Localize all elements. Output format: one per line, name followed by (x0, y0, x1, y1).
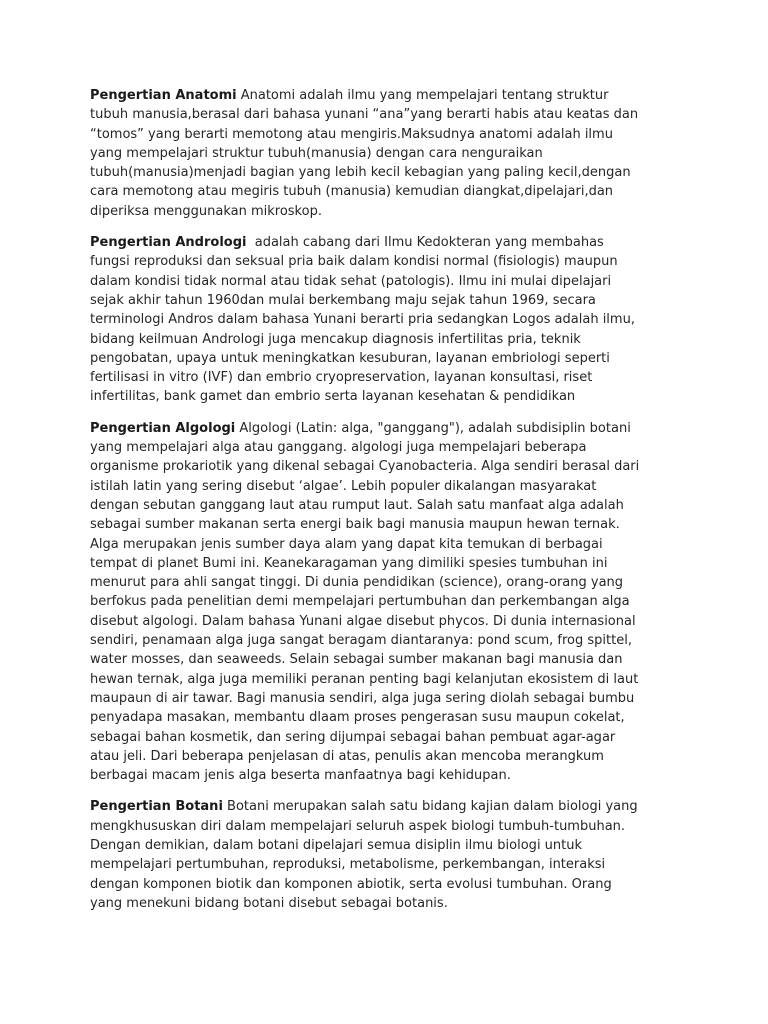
body-text-line: menurut para ahli sangat tinggi. Di dunia pendidikan (science), orang-orang yang (90, 575, 624, 591)
body-text-line: water mosses, dan seaweeds. Selain sebagai sumber makanan bagi manusia dan (90, 652, 623, 668)
body-text-line: sejak akhir tahun 1960dan mulai berkembang maju sejak tahun 1969, secara (90, 292, 596, 308)
body-text-line: adalah cabang dari Ilmu Kedokteran yang membahas (246, 235, 604, 251)
body-text-line: Alga merupakan jenis sumber daya alam yang dapat kita temukan di berbagai (90, 536, 603, 552)
body-text-line: dalam kondisi tidak normal atau tidak sehat (patologis). Ilmu ini mulai dipelajari (90, 273, 612, 289)
body-text-line: berfokus pada penelitian demi mempelajari pertumbuhan dan perkembangan alga (90, 594, 630, 610)
body-text-line: organisme prokariotik yang dikenal sebagai Cyanobacteria. Alga sendiri berasal dari (90, 459, 640, 475)
paragraph-first-line (90, 86, 690, 105)
paragraph-botani (90, 797, 690, 913)
heading-botani: Pengertian Botani (90, 799, 223, 815)
body-text-line: fungsi reproduksi dan seksual pria baik dalam kondisi normal (fisiologis) maupun (90, 254, 618, 270)
body-text-line: yang menekuni bidang botani disebut sebagai botanis. (90, 895, 448, 911)
heading-anatomi: Pengertian Anatomi (90, 88, 237, 103)
body-text-line: sebagai sumber makanan serta energi baik bagi manusia maupun hewan ternak. (90, 517, 620, 533)
document-page (90, 86, 690, 925)
paragraph-first-line (90, 233, 690, 252)
body-text-line: berbagai macam jenis alga beserta manfaatnya bagi kehidupan. (90, 768, 511, 784)
body-text-line: sebagai bahan kosmetik, dan sering dijumpai sebagai bahan pembuat agar-agar (90, 729, 616, 745)
body-text-line: penyadapa masakan, membantu dlaam proses pengerasan susu maupun cokelat, (90, 710, 625, 726)
body-text-line: infertilitas, bank gamet dan embrio serta layanan kesehatan & pendidikan (90, 389, 576, 405)
body-text-line: maupaun di air tawar. Bagi manusia sendiri, alga juga sering diolah sebagai bumbu (90, 690, 635, 706)
paragraph-andrologi (90, 233, 690, 407)
body-text-line: yang mempelajari alga atau ganggang. algologi juga mempelajari beberapa (90, 440, 587, 456)
heading-andrologi: Pengertian Andrologi (90, 235, 247, 251)
body-text-line: Dengan demikian, dalam botani dipelajari semua disiplin ilmu biologi untuk (90, 837, 583, 853)
body-text-line: yang mempelajari struktur tubuh(manusia) dengan cara nenguraikan (90, 145, 543, 161)
body-text-line: fertilisasi in vitro (IVF) dan embrio cryopreservation, layanan konsultasi, riset (90, 370, 593, 386)
paragraph-algologi (90, 419, 690, 786)
body-text-line: mengkhususkan diri dalam mempelajari seluruh aspek biologi tumbuh-tumbuhan. (90, 818, 626, 834)
body-text-line: atau jeli. Dari beberapa penjelasan di atas, penulis akan mencoba merangkum (90, 748, 604, 764)
body-text-line: bidang keilmuan Andrologi juga mencakup diagnosis infertilitas pria, teknik (90, 331, 581, 347)
body-text-line: disebut algologi. Dalam bahasa Yunani algae disebut phycos. Di dunia internasional (90, 613, 636, 629)
body-text-line: tubuh manusia,berasal dari bahasa yunani “ana”yang berarti habis atau keatas dan (90, 107, 639, 123)
body-text-line: dengan sebutan ganggang laut atau rumput laut. Salah satu manfaat alga adalah (90, 497, 624, 513)
body-text-line: Botani merupakan salah satu bidang kajian dalam biologi yang (222, 799, 638, 815)
body-text-line: istilah latin yang sering disebut ‘algae’. Lebih populer dikalangan masyarakat (90, 478, 597, 494)
body-text-line: dengan komponen biotik dan komponen abiotik, serta evolusi tumbuhan. Orang (90, 876, 612, 892)
body-text-line: cara memotong atau megiris tubuh (manusia) kemudian diangkat,dipelajari,dan (90, 184, 614, 200)
heading-algologi: Pengertian Algologi (90, 420, 236, 436)
body-text-line: hewan ternak, alga juga memiliki peranan penting bagi kelanjutan ekosistem di laut (90, 671, 639, 687)
body-text-line: Algologi (Latin: alga, "ganggang"), adalah subdisiplin botani (235, 420, 631, 436)
body-text-line: tubuh(manusia)menjadi bagian yang lebih kecil kebagian yang paling kecil,dengan (90, 165, 631, 181)
body-text-line: pengobatan, upaya untuk meningkatkan kesuburan, layanan embriologi seperti (90, 350, 610, 366)
body-text-line: Anatomi adalah ilmu yang mempelajari tentang struktur (236, 88, 609, 103)
paragraph-first-line (90, 797, 690, 816)
paragraph-anatomi (90, 86, 690, 221)
body-text-line: sendiri, penamaan alga juga sangat beragam diantaranya: pond scum, frog spittel, (90, 633, 632, 649)
body-text-line: “tomos” yang berarti memotong atau mengiris.Maksudnya anatomi adalah ilmu (90, 126, 613, 142)
paragraph-first-line (90, 419, 690, 438)
body-text-line: tempat di planet Bumi ini. Keanekaragaman yang dimiliki spesies tumbuhan ini (90, 555, 608, 571)
body-text-line: terminologi Andros dalam bahasa Yunani berarti pria sedangkan Logos adalah ilmu, (90, 312, 635, 328)
body-text-line: diperiksa menggunakan mikroskop. (90, 203, 322, 219)
body-text-line: mempelajari pertumbuhan, reproduksi, metabolisme, perkembangan, interaksi (90, 857, 606, 873)
